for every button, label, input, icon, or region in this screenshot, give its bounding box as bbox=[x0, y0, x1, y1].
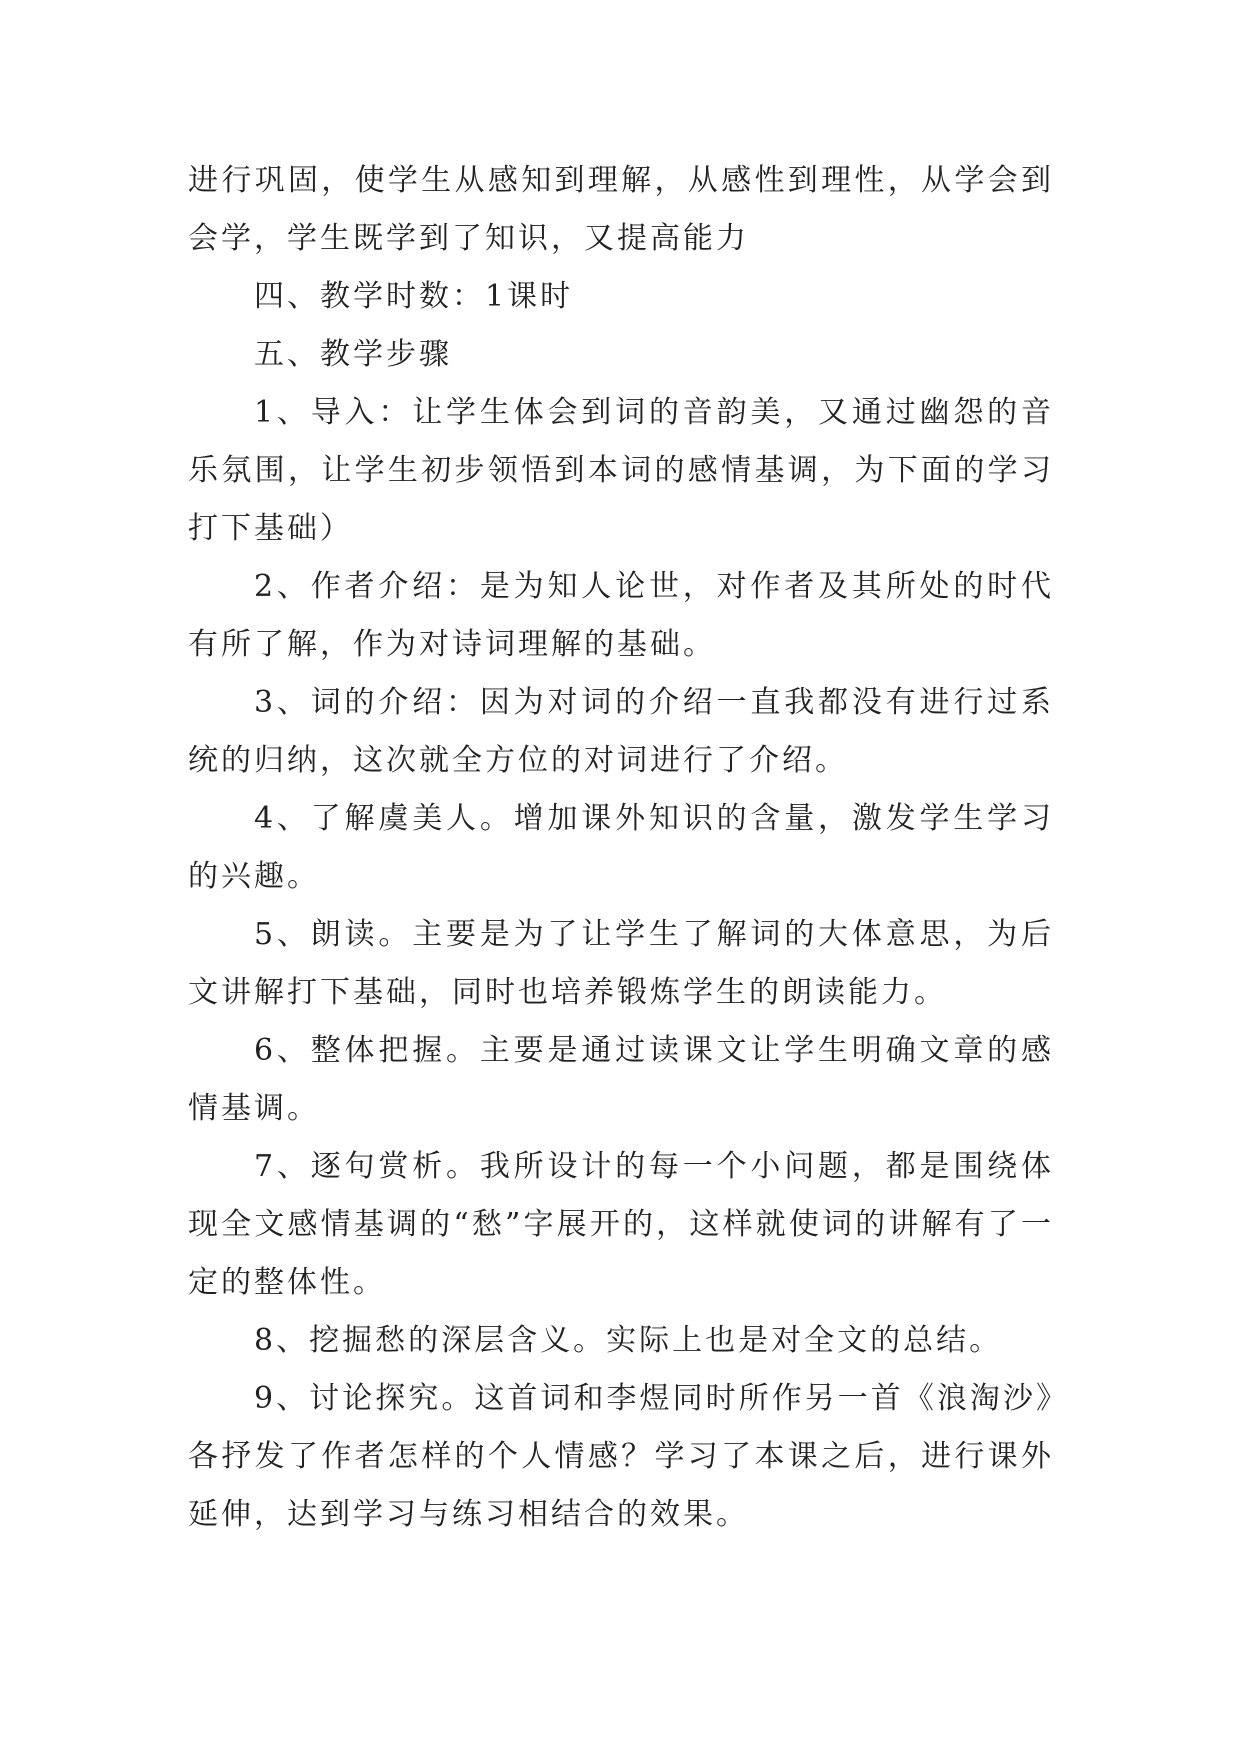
step-9-discussion: 9、讨论探究。这首词和李煜同时所作另一首《浪淘沙》各抒发了作者怎样的个人情感？学习了本课之后，进行课外延伸，达到学习与练习相结合的效果。 bbox=[188, 1381, 1054, 1532]
step-2-author: 2、作者介绍：是为知人论世，对作者及其所处的时代有所了解，作为对诗词理解的基础。 bbox=[188, 569, 1054, 662]
paragraph-continuation: 进行巩固，使学生从感知到理解，从感性到理性，从学会到会学，学生既学到了知识，又提高能力 bbox=[188, 163, 1054, 256]
step-8-meaning: 8、挖掘愁的深层含义。实际上也是对全文的总结。 bbox=[254, 1323, 1003, 1358]
step-1-introduction: 1、导入：让学生体会到词的音韵美，又通过幽怨的音乐氛围，让学生初步领悟到本词的感情基调，为下面的学习打下基础） bbox=[188, 395, 1054, 546]
section-teaching-steps: 五、教学步骤 bbox=[254, 337, 452, 372]
step-7-analysis: 7、逐句赏析。我所设计的每一个小问题，都是围绕体现全文感情基调的“愁”字展开的，这样就使词的讲解有了一定的整体性。 bbox=[188, 1149, 1054, 1300]
step-3-ci-intro: 3、词的介绍：因为对词的介绍一直我都没有进行过系统的归纳，这次就全方位的对词进行了介绍。 bbox=[188, 685, 1054, 778]
step-4-yumeiren: 4、了解虞美人。增加课外知识的含量，激发学生学习的兴趣。 bbox=[188, 801, 1054, 894]
document-body bbox=[188, 152, 1054, 1544]
section-teaching-hours: 四、教学时数：1课时 bbox=[254, 279, 574, 314]
step-6-overall: 6、整体把握。主要是通过读课文让学生明确文章的感情基调。 bbox=[188, 1033, 1054, 1126]
step-5-reading: 5、朗读。主要是为了让学生了解词的大体意思，为后文讲解打下基础，同时也培养锻炼学生的朗读能力。 bbox=[188, 917, 1054, 1010]
